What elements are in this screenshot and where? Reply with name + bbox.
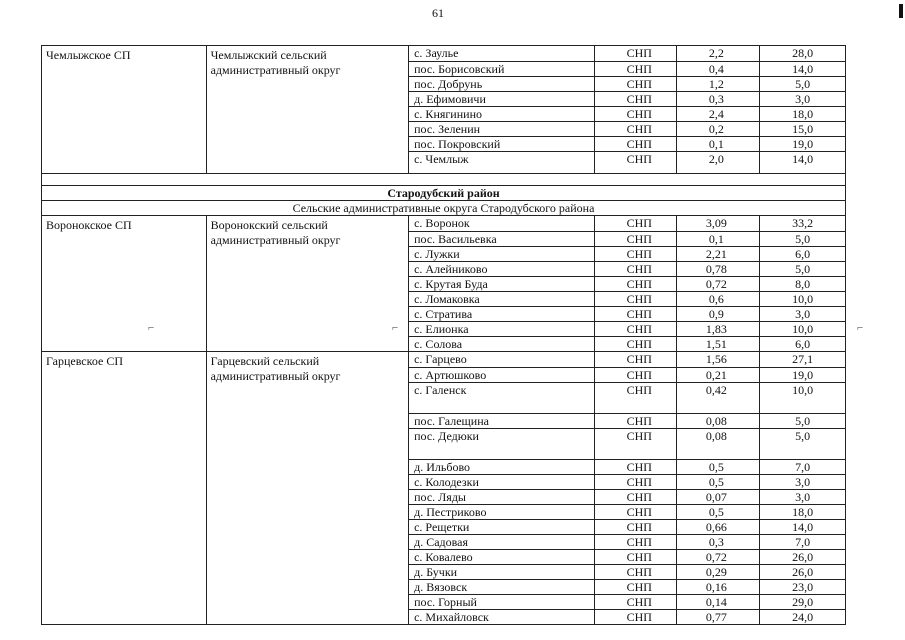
value-b: 26,0 <box>760 549 845 564</box>
value-b: 3,0 <box>760 489 845 504</box>
value-a: 0,72 <box>677 276 759 291</box>
locality-name: с. Елионка <box>409 321 594 336</box>
locality-type: СНП <box>595 246 677 261</box>
locality-name: с. Гарцево <box>414 352 467 366</box>
value-b: 8,0 <box>760 276 845 291</box>
scan-edge-mark <box>899 4 903 18</box>
locality-name: д. Ефимовичи <box>409 91 594 106</box>
value-b: 14,0 <box>760 61 845 76</box>
value-a-column <box>677 46 760 173</box>
type-column <box>595 46 678 173</box>
value-a: 0,3 <box>677 91 759 106</box>
scan-speck: ⌐ <box>148 322 155 334</box>
locality-type: СНП <box>595 336 677 351</box>
value-a: 0,3 <box>677 534 759 549</box>
value-a: 0,2 <box>677 121 759 136</box>
locality-name: пос. Добрунь <box>409 76 594 91</box>
locality-type: СНП <box>595 413 677 428</box>
settlement-name: Чемлыжское СП <box>42 46 207 173</box>
value-b: 23,0 <box>760 579 845 594</box>
locality-column <box>409 46 595 173</box>
value-b: 6,0 <box>760 246 845 261</box>
locality-name: д. Вязовск <box>409 579 594 594</box>
settlement-name: Воронокское СП <box>42 216 207 351</box>
locality-type: СНП <box>595 276 677 291</box>
value-b: 7,0 <box>760 534 845 549</box>
locality-type: СНП <box>595 106 677 121</box>
locality-name: с. Ковалево <box>409 549 594 564</box>
locality-type: СНП <box>595 382 677 413</box>
locality-name: пос. Покровский <box>409 136 594 151</box>
settlements-table <box>41 45 846 625</box>
value-a: 0,07 <box>677 489 759 504</box>
locality-type: СНП <box>595 579 677 594</box>
spacer-row <box>41 173 846 185</box>
value-b: 5,0 <box>760 428 845 459</box>
value-b: 5,0 <box>760 413 845 428</box>
locality-name: с. Воронок <box>414 216 470 230</box>
locality-type: СНП <box>595 76 677 91</box>
value-a: 3,09 <box>705 216 727 230</box>
district-subtitle: Сельские административные округа Стародубского района <box>41 200 846 215</box>
type-column <box>595 352 678 624</box>
value-a: 0,72 <box>677 549 759 564</box>
okrug-name: Чемлыжский сельский административный округ <box>207 46 410 173</box>
value-b: 18,0 <box>760 106 845 121</box>
district-title: Стародубский район <box>41 185 846 200</box>
value-a: 0,78 <box>677 261 759 276</box>
value-a: 1,56 <box>705 352 727 366</box>
value-a: 0,42 <box>677 382 759 413</box>
locality-name: пос. Борисовский <box>409 61 594 76</box>
locality-name: пос. Васильевка <box>409 231 594 246</box>
value-a: 0,14 <box>677 594 759 609</box>
locality-name: с. Заулье <box>414 46 459 60</box>
value-a: 0,21 <box>677 367 759 382</box>
value-b: 3,0 <box>760 306 845 321</box>
locality-type: СНП <box>595 61 677 76</box>
locality-name: д. Бучки <box>409 564 594 579</box>
locality-name: д. Садовая <box>409 534 594 549</box>
locality-name: пос. Ляды <box>409 489 594 504</box>
locality-type: СНП <box>595 136 677 151</box>
locality-type: СНП <box>595 564 677 579</box>
value-b: 15,0 <box>760 121 845 136</box>
value-b: 18,0 <box>760 504 845 519</box>
table-block-voronok <box>41 215 846 351</box>
locality-type: СНП <box>626 352 652 366</box>
locality-type: СНП <box>595 367 677 382</box>
settlement-name: Гарцевское СП <box>42 352 207 624</box>
locality-name: с. Алейниково <box>409 261 594 276</box>
value-a: 2,2 <box>708 46 724 60</box>
value-b: 6,0 <box>760 336 845 351</box>
locality-name: с. Галенск <box>409 382 594 413</box>
value-a: 1,2 <box>677 76 759 91</box>
locality-name: с. Рещетки <box>409 519 594 534</box>
locality-type: СНП <box>595 519 677 534</box>
table-block-gartsevo <box>41 351 846 625</box>
value-a: 0,16 <box>677 579 759 594</box>
scan-speck: ⌐ <box>392 322 399 334</box>
value-a: 0,5 <box>677 504 759 519</box>
value-a: 0,1 <box>677 136 759 151</box>
value-a: 2,4 <box>677 106 759 121</box>
locality-type: СНП <box>595 609 677 624</box>
locality-type: СНП <box>595 594 677 609</box>
value-a: 0,1 <box>677 231 759 246</box>
value-b: 10,0 <box>760 321 845 336</box>
value-a: 2,0 <box>677 151 759 173</box>
value-b: 5,0 <box>760 261 845 276</box>
value-a: 0,08 <box>677 413 759 428</box>
locality-type: СНП <box>595 291 677 306</box>
value-a: 2,21 <box>677 246 759 261</box>
value-b: 10,0 <box>760 291 845 306</box>
value-a: 1,83 <box>677 321 759 336</box>
value-b: 27,1 <box>792 352 814 366</box>
locality-type: СНП <box>626 216 652 230</box>
value-a: 0,66 <box>677 519 759 534</box>
value-b: 7,0 <box>760 459 845 474</box>
locality-name: с. Чемлыж <box>409 151 594 173</box>
value-b: 29,0 <box>760 594 845 609</box>
value-a: 0,08 <box>677 428 759 459</box>
value-b: 19,0 <box>760 367 845 382</box>
locality-name: с. Княгинино <box>409 106 594 121</box>
locality-name: пос. Дедюки <box>409 428 594 459</box>
value-b-column <box>760 216 845 351</box>
value-a-column <box>677 216 760 351</box>
locality-type: СНП <box>595 474 677 489</box>
value-a: 0,5 <box>677 474 759 489</box>
locality-type: СНП <box>595 306 677 321</box>
page-number: 61 <box>432 6 444 20</box>
locality-name: с. Михайловск <box>409 609 594 624</box>
locality-name: пос. Горный <box>409 594 594 609</box>
value-b: 19,0 <box>760 136 845 151</box>
okrug-name: Гарцевский сельский административный округ <box>207 352 410 624</box>
value-b: 26,0 <box>760 564 845 579</box>
value-a: 0,9 <box>677 306 759 321</box>
locality-type: СНП <box>595 428 677 459</box>
locality-name: пос. Галещина <box>409 413 594 428</box>
locality-type: СНП <box>595 261 677 276</box>
locality-type: СНП <box>626 46 652 60</box>
locality-name: с. Крутая Буда <box>409 276 594 291</box>
locality-name: с. Лужки <box>409 246 594 261</box>
value-b: 10,0 <box>760 382 845 413</box>
locality-type: СНП <box>595 121 677 136</box>
value-b-column <box>760 352 845 624</box>
table-block-chemlyzh <box>41 45 846 173</box>
locality-name: д. Ильбово <box>409 459 594 474</box>
locality-name: с. Колодезки <box>409 474 594 489</box>
value-a-column <box>677 352 760 624</box>
value-b: 28,0 <box>792 46 814 60</box>
locality-column <box>409 352 595 624</box>
value-b: 14,0 <box>760 151 845 173</box>
scan-speck: ⌐ <box>857 322 864 334</box>
locality-type: СНП <box>595 321 677 336</box>
value-b: 14,0 <box>760 519 845 534</box>
value-b: 5,0 <box>760 76 845 91</box>
value-b: 3,0 <box>760 91 845 106</box>
value-a: 0,77 <box>677 609 759 624</box>
locality-type: СНП <box>595 504 677 519</box>
locality-name: д. Пестриково <box>409 504 594 519</box>
value-b: 3,0 <box>760 474 845 489</box>
locality-name: с. Ломаковка <box>409 291 594 306</box>
locality-name: с. Артюшково <box>409 367 594 382</box>
locality-type: СНП <box>595 151 677 173</box>
locality-name: с. Стратива <box>409 306 594 321</box>
value-a: 0,4 <box>677 61 759 76</box>
locality-column <box>409 216 595 351</box>
type-column <box>595 216 678 351</box>
locality-name: с. Солова <box>409 336 594 351</box>
locality-type: СНП <box>595 549 677 564</box>
okrug-name: Воронокский сельский административный округ <box>207 216 410 351</box>
value-a: 1,51 <box>677 336 759 351</box>
value-b-column <box>760 46 845 173</box>
locality-type: СНП <box>595 534 677 549</box>
locality-name: пос. Зеленин <box>409 121 594 136</box>
value-a: 0,6 <box>677 291 759 306</box>
value-a: 0,5 <box>677 459 759 474</box>
value-a: 0,29 <box>677 564 759 579</box>
locality-type: СНП <box>595 231 677 246</box>
locality-type: СНП <box>595 489 677 504</box>
value-b: 33,2 <box>792 216 814 230</box>
value-b: 5,0 <box>760 231 845 246</box>
locality-type: СНП <box>595 91 677 106</box>
value-b: 24,0 <box>760 609 845 624</box>
locality-type: СНП <box>595 459 677 474</box>
